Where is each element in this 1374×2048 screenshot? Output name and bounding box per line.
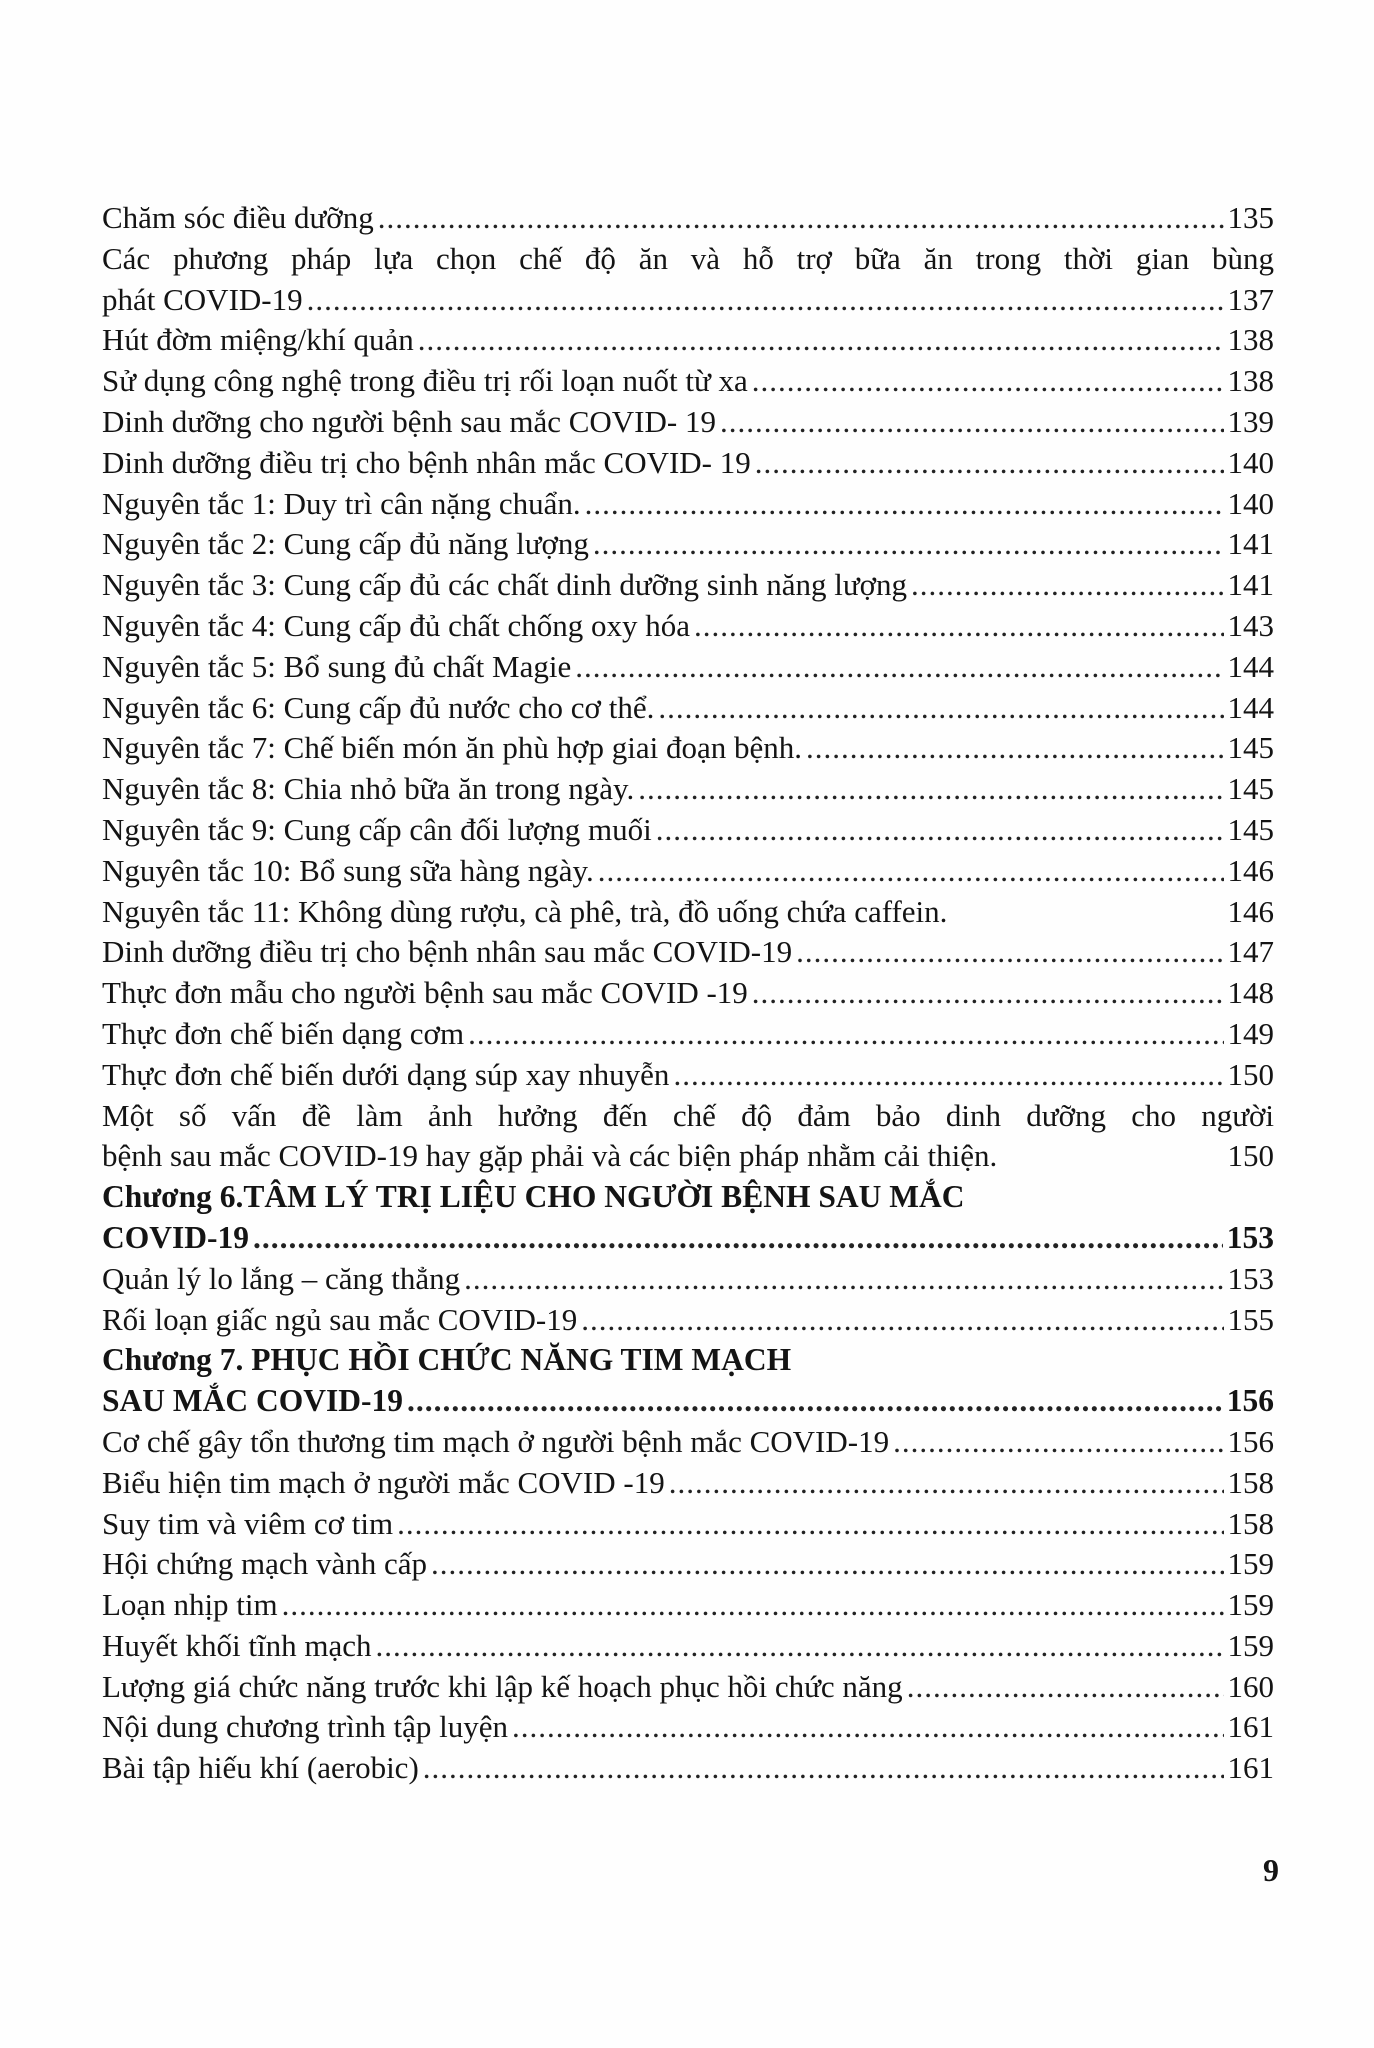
- toc-entry-page: 137: [1227, 281, 1274, 317]
- toc-entry-page: 139: [1227, 403, 1274, 439]
- toc-entry-title: Nguyên tắc 11: Không dùng rượu, cà phê, trà, đồ uống chứa caffein.: [102, 893, 948, 929]
- dot-leader: [593, 524, 1224, 565]
- dot-leader: [658, 688, 1223, 729]
- toc-entry-page: 149: [1227, 1015, 1274, 1051]
- dot-leader: [464, 1259, 1223, 1300]
- toc-entry-page: 159: [1227, 1546, 1274, 1582]
- dot-leader: [575, 647, 1223, 688]
- toc-entry-title: Bài tập hiếu khí (aerobic): [102, 1750, 419, 1786]
- toc-entry-title: Sử dụng công nghệ trong điều trị rối loạn nuốt từ xa: [102, 363, 748, 399]
- toc-entry-page: 159: [1227, 1627, 1274, 1663]
- chapter-heading: Chương 7. PHỤC HỒI CHỨC NĂNG TIM MẠCH: [102, 1342, 792, 1378]
- toc-entry: [102, 1055, 1274, 1096]
- toc-entry-title: Thực đơn mẫu cho người bệnh sau mắc COVID -19: [102, 975, 748, 1011]
- toc-entry: [102, 647, 1274, 688]
- toc-entry-title: Suy tim và viêm cơ tim: [102, 1505, 394, 1541]
- toc-entry-title: Nguyên tắc 7: Chế biến món ăn phù hợp giai đoạn bệnh.: [102, 730, 802, 766]
- dot-leader: [911, 565, 1223, 606]
- dot-leader: [598, 851, 1224, 892]
- dot-leader: [907, 1667, 1224, 1708]
- toc-entry-title: Nguyên tắc 2: Cung cấp đủ năng lượng: [102, 526, 589, 562]
- dot-leader: [512, 1707, 1224, 1748]
- dot-leader: [282, 1585, 1224, 1626]
- dot-leader: [673, 1055, 1223, 1096]
- toc-entry-page: 140: [1227, 485, 1274, 521]
- toc-entry-title: Huyết khối tĩnh mạch: [102, 1627, 372, 1663]
- dot-leader: [656, 810, 1224, 851]
- dot-leader: [585, 484, 1224, 525]
- toc-entry-page: 146: [1227, 893, 1274, 929]
- dot-leader: [638, 769, 1223, 810]
- toc-entry-page: 141: [1227, 526, 1274, 562]
- toc-entry-title: bệnh sau mắc COVID-19 hay gặp phải và các biện pháp nhằm cải thiện.: [102, 1138, 998, 1174]
- toc-entry-page: 145: [1227, 771, 1274, 807]
- toc-entry: [102, 1748, 1274, 1789]
- dot-leader: [669, 1463, 1224, 1504]
- toc-entry-title: Biểu hiện tim mạch ở người mắc COVID -19: [102, 1464, 665, 1500]
- toc-entry: [102, 402, 1274, 443]
- toc-entry-page: 158: [1227, 1464, 1274, 1500]
- toc-entry-page: 153: [1226, 1219, 1274, 1255]
- toc-entry-page: 144: [1227, 648, 1274, 684]
- toc-entry: [102, 361, 1274, 402]
- toc-entry-title: SAU MẮC COVID-19: [102, 1383, 403, 1419]
- toc-entry: [102, 1463, 1274, 1504]
- toc-entry: [102, 1259, 1274, 1300]
- toc-entry-page: 150: [1227, 1138, 1274, 1174]
- toc-entry: [102, 443, 1274, 484]
- toc-entry-title: Chăm sóc điều dưỡng: [102, 200, 374, 235]
- dot-leader: [253, 1218, 1223, 1259]
- toc-entry: [102, 1504, 1274, 1545]
- toc-entry-title: Nguyên tắc 10: Bổ sung sữa hàng ngày.: [102, 852, 594, 888]
- toc-entry-page: 144: [1227, 689, 1274, 725]
- toc-entry-title: Nguyên tắc 5: Bổ sung đủ chất Magie: [102, 648, 572, 684]
- toc-entry-title: Nguyên tắc 9: Cung cấp cân đối lượng muối: [102, 811, 652, 847]
- toc-entry: [102, 606, 1274, 647]
- toc-entry-page: 138: [1227, 363, 1274, 399]
- toc-entry-title: Hội chứng mạch vành cấp: [102, 1546, 427, 1582]
- toc-entry: [102, 320, 1274, 361]
- toc-entry-title: Loạn nhịp tim: [102, 1587, 278, 1623]
- toc-entry-title: Dinh dưỡng điều trị cho bệnh nhân mắc COVID- 19: [102, 444, 751, 480]
- dot-leader: [752, 361, 1224, 402]
- toc-entry: [102, 1014, 1274, 1055]
- toc-entry-title: Dinh dưỡng điều trị cho bệnh nhân sau mắc COVID-19: [102, 934, 793, 970]
- toc-entry-page: 159: [1227, 1587, 1274, 1623]
- toc-entry-page: 140: [1227, 444, 1274, 480]
- chapter-heading: [102, 1381, 1274, 1422]
- toc-entry-page: 147: [1227, 934, 1274, 970]
- toc-entry: [102, 769, 1274, 810]
- toc-entry: [102, 1626, 1274, 1667]
- toc-entry-page: 138: [1227, 322, 1274, 358]
- toc-entry-title: Nguyên tắc 4: Cung cấp đủ chất chống oxy hóa: [102, 607, 690, 643]
- toc-entry-title: phát COVID-19: [102, 281, 303, 317]
- toc-entry: [102, 565, 1274, 606]
- toc-entry-page: 150: [1227, 1056, 1274, 1092]
- chapter-heading: [102, 1218, 1274, 1259]
- toc-entry-title: Rối loạn giấc ngủ sau mắc COVID-19: [102, 1301, 578, 1337]
- dot-leader: [796, 932, 1223, 973]
- toc-entry-line: Các phương pháp lựa chọn chế độ ăn và hỗ trợ bữa ăn trong thời gian bùng: [102, 240, 1274, 276]
- toc-entry-page: 145: [1227, 811, 1274, 847]
- chapter-heading: Chương 6.TÂM LÝ TRỊ LIỆU CHO NGƯỜI BỆNH SAU MẮC: [102, 1179, 965, 1215]
- dot-leader: [694, 606, 1224, 647]
- toc-entry-page: 155: [1227, 1301, 1274, 1337]
- toc-entry-page: 160: [1227, 1668, 1274, 1704]
- dot-leader: [806, 728, 1224, 769]
- toc-entry-title: Nội dung chương trình tập luyện: [102, 1709, 508, 1745]
- toc-entry: [102, 1422, 1274, 1463]
- toc-entry-title: Thực đơn chế biến dưới dạng súp xay nhuyễn: [102, 1056, 670, 1092]
- toc-entry: [102, 1585, 1274, 1626]
- toc-entry-title: Thực đơn chế biến dạng cơm: [102, 1015, 465, 1051]
- toc-entry: [102, 1544, 1274, 1585]
- toc-entry: [102, 280, 1274, 321]
- toc-entry: [102, 728, 1274, 769]
- toc-entry-title: Quản lý lo lắng – căng thẳng: [102, 1260, 461, 1296]
- toc-entry-title: COVID-19: [102, 1219, 249, 1255]
- toc-entry: [102, 1707, 1274, 1748]
- dot-leader: [893, 1422, 1223, 1463]
- dot-leader: [468, 1014, 1223, 1055]
- toc-entry: [102, 892, 1274, 933]
- dot-leader: [378, 198, 1224, 239]
- toc-entry: [102, 484, 1274, 525]
- dot-leader: [755, 443, 1224, 484]
- toc-entry-page: 153: [1227, 1260, 1274, 1296]
- toc-entry: [102, 1667, 1274, 1708]
- toc-entry-page: 156: [1227, 1423, 1274, 1459]
- toc-entry-line: Một số vấn đề làm ảnh hưởng đến chế độ đảm bảo dinh dưỡng cho người: [102, 1097, 1274, 1133]
- toc-entry-title: Nguyên tắc 8: Chia nhỏ bữa ăn trong ngày.: [102, 771, 635, 807]
- toc-entry-title: Dinh dưỡng cho người bệnh sau mắc COVID- 19: [102, 403, 716, 439]
- toc-entry-page: 161: [1227, 1709, 1274, 1745]
- toc-entry-page: 158: [1227, 1505, 1274, 1541]
- toc-entry-title: Lượng giá chức năng trước khi lập kế hoạch phục hồi chức năng: [102, 1668, 903, 1704]
- toc-entry: [102, 810, 1274, 851]
- toc-entry: [102, 932, 1274, 973]
- toc-entry: [102, 688, 1274, 729]
- toc-entry: [102, 973, 1274, 1014]
- toc-entry: [102, 1300, 1274, 1341]
- dot-leader: [418, 320, 1224, 361]
- toc-entry: [102, 198, 1274, 239]
- dot-leader: [431, 1544, 1224, 1585]
- toc-entry-title: Nguyên tắc 3: Cung cấp đủ các chất dinh dưỡng sinh năng lượng: [102, 567, 908, 603]
- toc-entry-page: 145: [1227, 730, 1274, 766]
- dot-leader: [407, 1381, 1223, 1422]
- toc-entry-page: 156: [1226, 1383, 1274, 1419]
- toc-entry-page: 141: [1227, 567, 1274, 603]
- toc-entry-page: 146: [1227, 852, 1274, 888]
- dot-leader: [375, 1626, 1223, 1667]
- toc-entry: [102, 524, 1274, 565]
- toc-entry-page: 143: [1227, 607, 1274, 643]
- dot-leader: [423, 1748, 1224, 1789]
- toc-entry-page: 161: [1227, 1750, 1274, 1786]
- table-of-contents: [102, 198, 1274, 1789]
- toc-entry-title: Nguyên tắc 1: Duy trì cân nặng chuẩn.: [102, 485, 581, 521]
- dot-leader: [307, 280, 1224, 321]
- dot-leader: [581, 1300, 1223, 1341]
- toc-entry-page: 135: [1227, 200, 1274, 235]
- toc-entry-title: Nguyên tắc 6: Cung cấp đủ nước cho cơ thể.: [102, 689, 655, 725]
- toc-entry-title: Hút đờm miệng/khí quản: [102, 322, 414, 358]
- toc-entry: [102, 1136, 1274, 1177]
- dot-leader: [720, 402, 1224, 443]
- page-number: 9: [1263, 1852, 1279, 1888]
- toc-entry-page: 148: [1227, 975, 1274, 1011]
- toc-entry-title: Cơ chế gây tổn thương tim mạch ở người bệnh mắc COVID-19: [102, 1423, 890, 1459]
- dot-leader: [397, 1504, 1223, 1545]
- dot-leader: [752, 973, 1224, 1014]
- toc-entry: [102, 851, 1274, 892]
